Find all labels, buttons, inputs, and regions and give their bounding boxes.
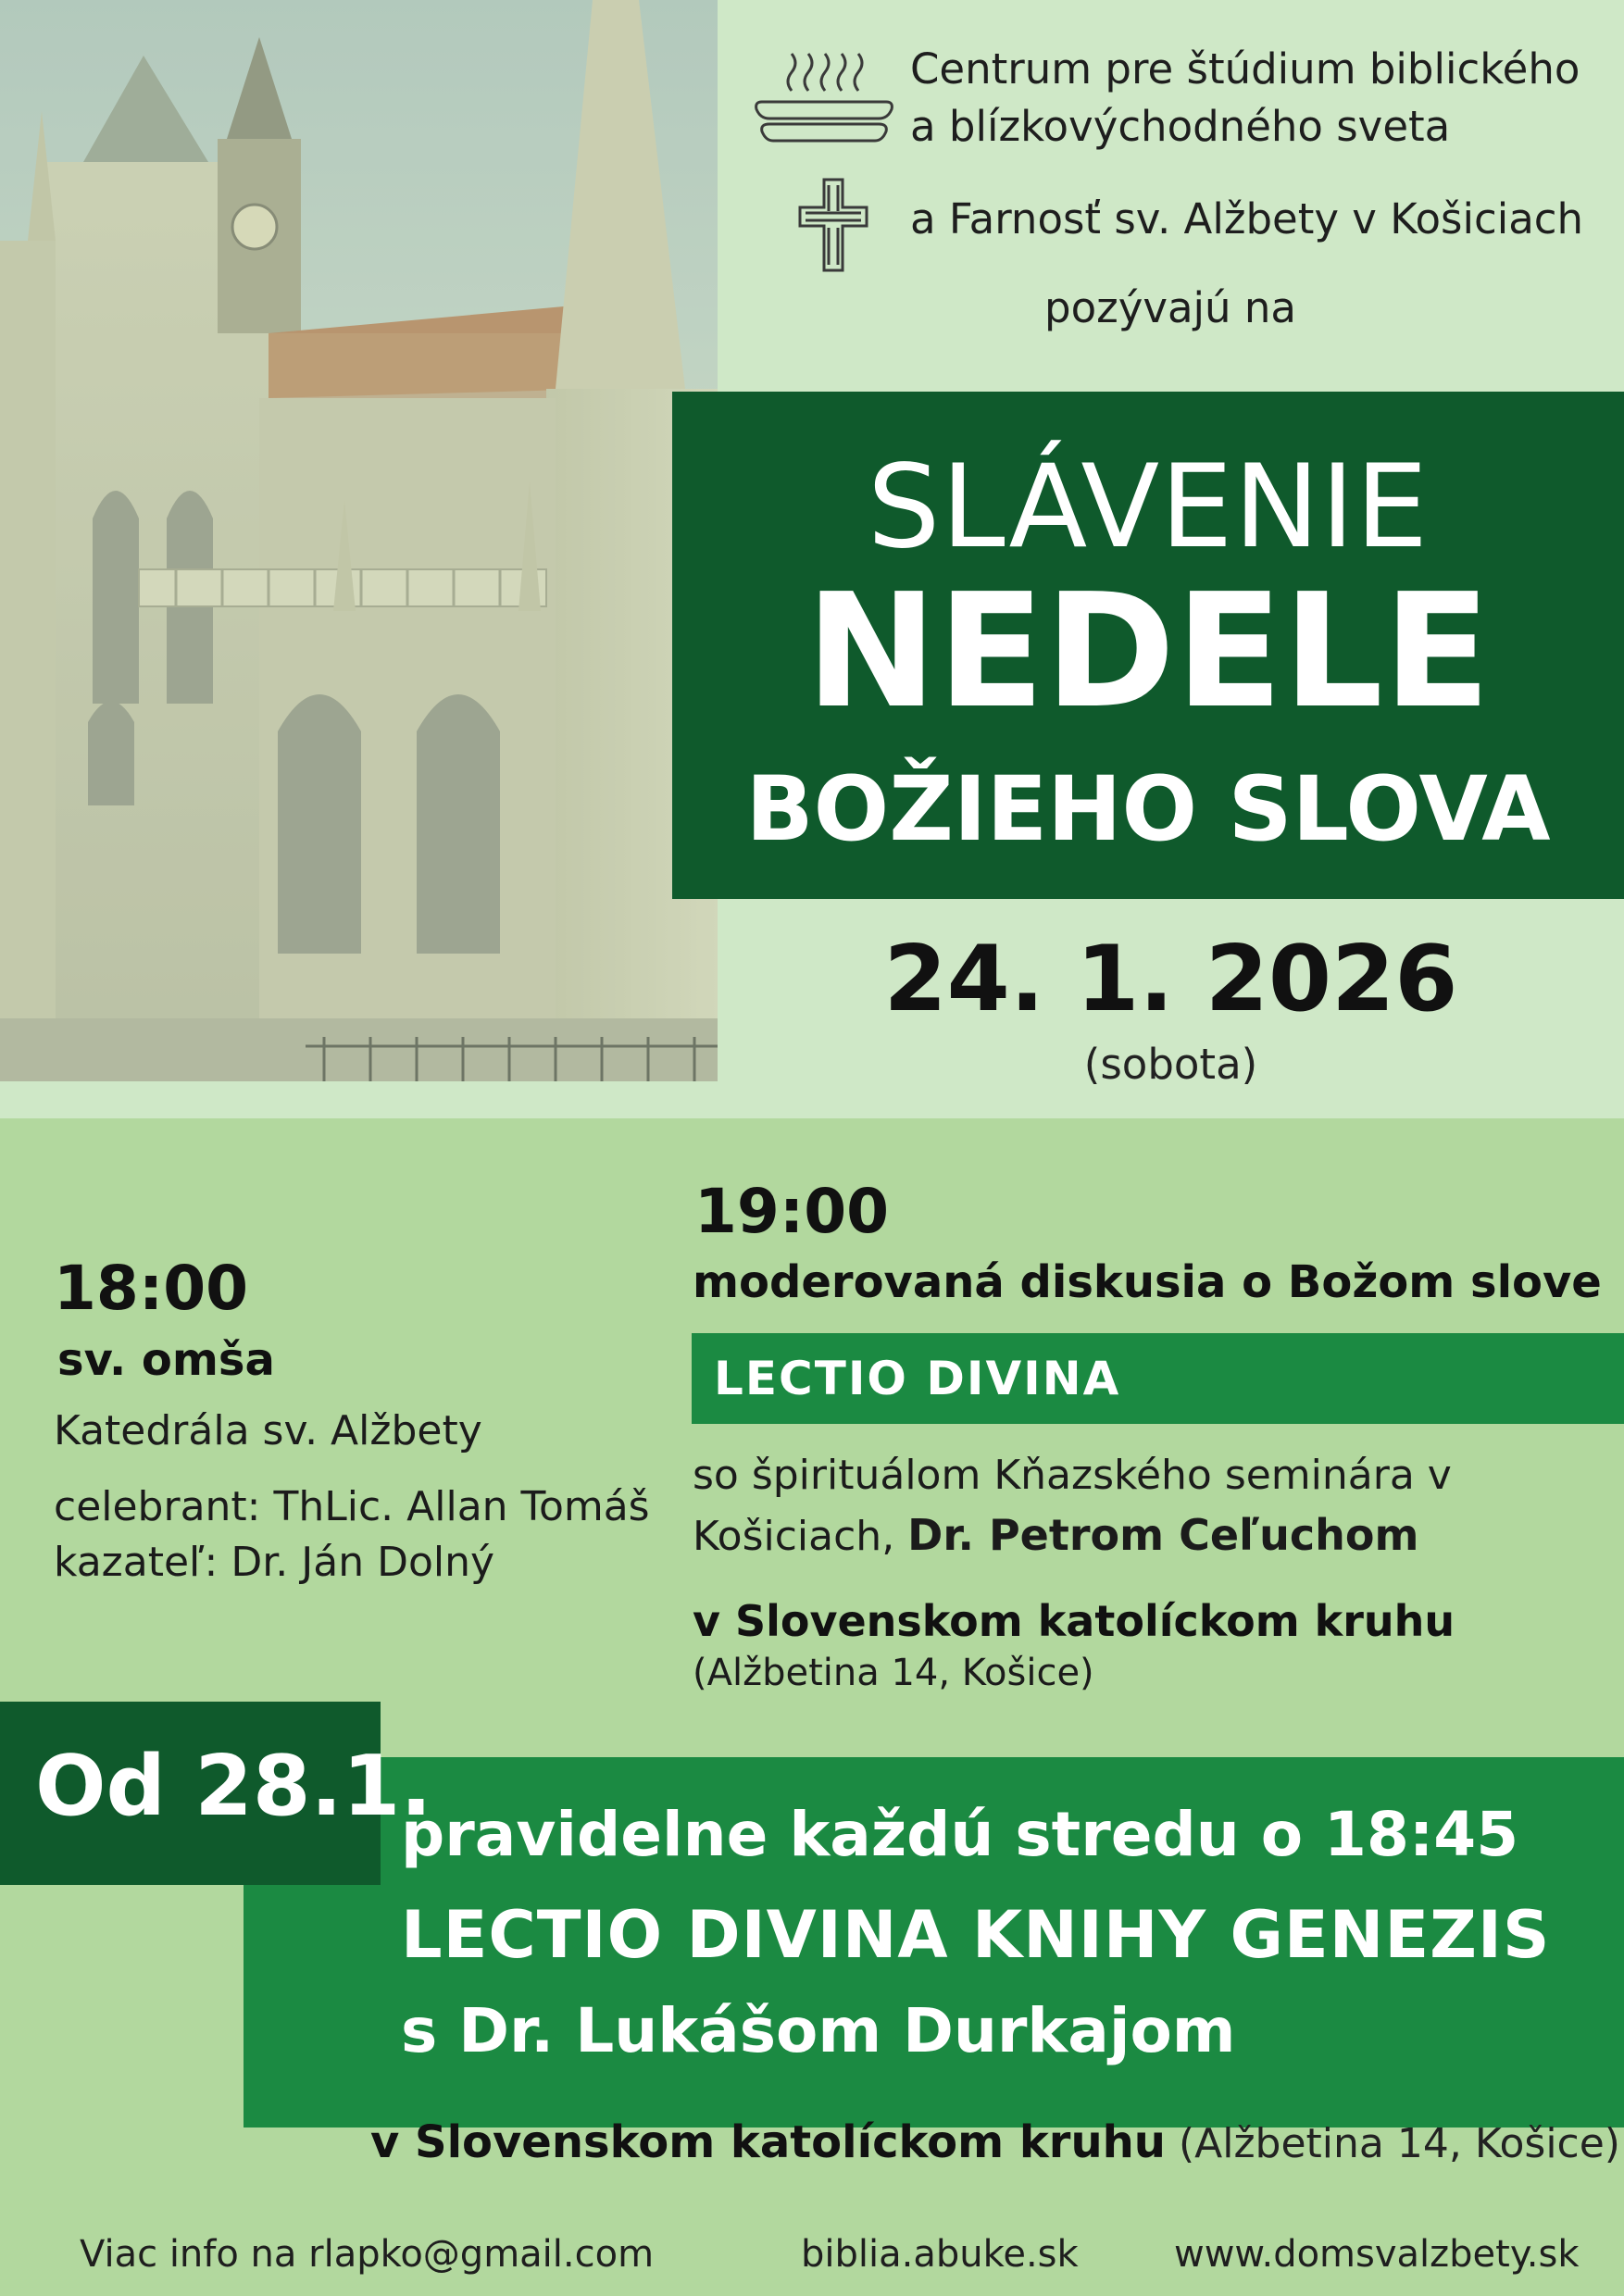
discussion-with-line-1: so špirituálom Kňazského seminára v — [693, 1452, 1452, 1499]
discussion-with-city: Košiciach, — [693, 1513, 908, 1560]
organizer-2: a Farnosť sv. Alžbety v Košiciach — [910, 194, 1584, 243]
footer-site-1[interactable]: biblia.abuke.sk — [801, 2233, 1079, 2276]
lectio-divina-label: LECTIO DIVINA — [714, 1352, 1121, 1405]
weekly-line-1: pravidelne každú stredu o 18:45 — [401, 1799, 1519, 1870]
organizer-1-line-1: Centrum pre štúdium biblického — [910, 44, 1580, 94]
mass-preacher: kazateľ: Dr. Ján Dolný — [54, 1539, 495, 1586]
weekly-start-date: Od 28.1. — [35, 1738, 432, 1835]
discussion-time: 19:00 — [694, 1176, 890, 1247]
weekly-line-3: s Dr. Lukášom Durkajom — [401, 1995, 1236, 2066]
weekly-line-2: LECTIO DIVINA KNIHY GENEZIS — [401, 1897, 1551, 1973]
mass-celebrant: celebrant: ThLic. Allan Tomáš — [54, 1483, 650, 1530]
title-line-2: NEDELE — [805, 560, 1492, 743]
discussion-address: (Alžbetina 14, Košice) — [693, 1652, 1094, 1694]
mass-time: 18:00 — [54, 1253, 249, 1324]
event-date-box — [718, 899, 1624, 1118]
discussion-title: moderovaná diskusia o Božom slove — [693, 1256, 1602, 1308]
mass-name: sv. omša — [57, 1334, 275, 1386]
lectio-divina-bar — [692, 1333, 1624, 1424]
title-line-3: BOŽIEHO SLOVA — [745, 757, 1551, 861]
cathedral-photo — [0, 0, 718, 1081]
footer-site-2[interactable]: www.domsvalzbety.sk — [1174, 2233, 1580, 2276]
organizer-1-line-2: a blízkovýchodného sveta — [910, 102, 1451, 151]
weekly-venue: v Slovenskom katolíckom kruhu — [370, 2116, 1166, 2168]
weekly-address: (Alžbetina 14, Košice) — [1165, 2120, 1620, 2167]
mass-place: Katedrála sv. Alžbety — [54, 1407, 482, 1454]
event-weekday: (sobota) — [1083, 1040, 1258, 1089]
invite-text: pozývajú na — [1044, 283, 1296, 332]
cross-icon — [796, 176, 870, 273]
footer-contact[interactable]: Viac info na rlapko@gmail.com — [80, 2233, 655, 2276]
discussion-venue: v Slovenskom katolíckom kruhu — [693, 1596, 1455, 1646]
weekly-venue-line — [370, 2115, 1620, 2172]
discussion-with-line-2 — [693, 1509, 1418, 1563]
discussion-speaker: Dr. Petrom Ceľuchom — [907, 1510, 1419, 1560]
event-title-box — [672, 392, 1624, 899]
event-date: 24. 1. 2026 — [883, 927, 1458, 1032]
title-line-1: SLÁVENIE — [867, 441, 1430, 574]
steaming-bowl-icon — [755, 44, 893, 151]
